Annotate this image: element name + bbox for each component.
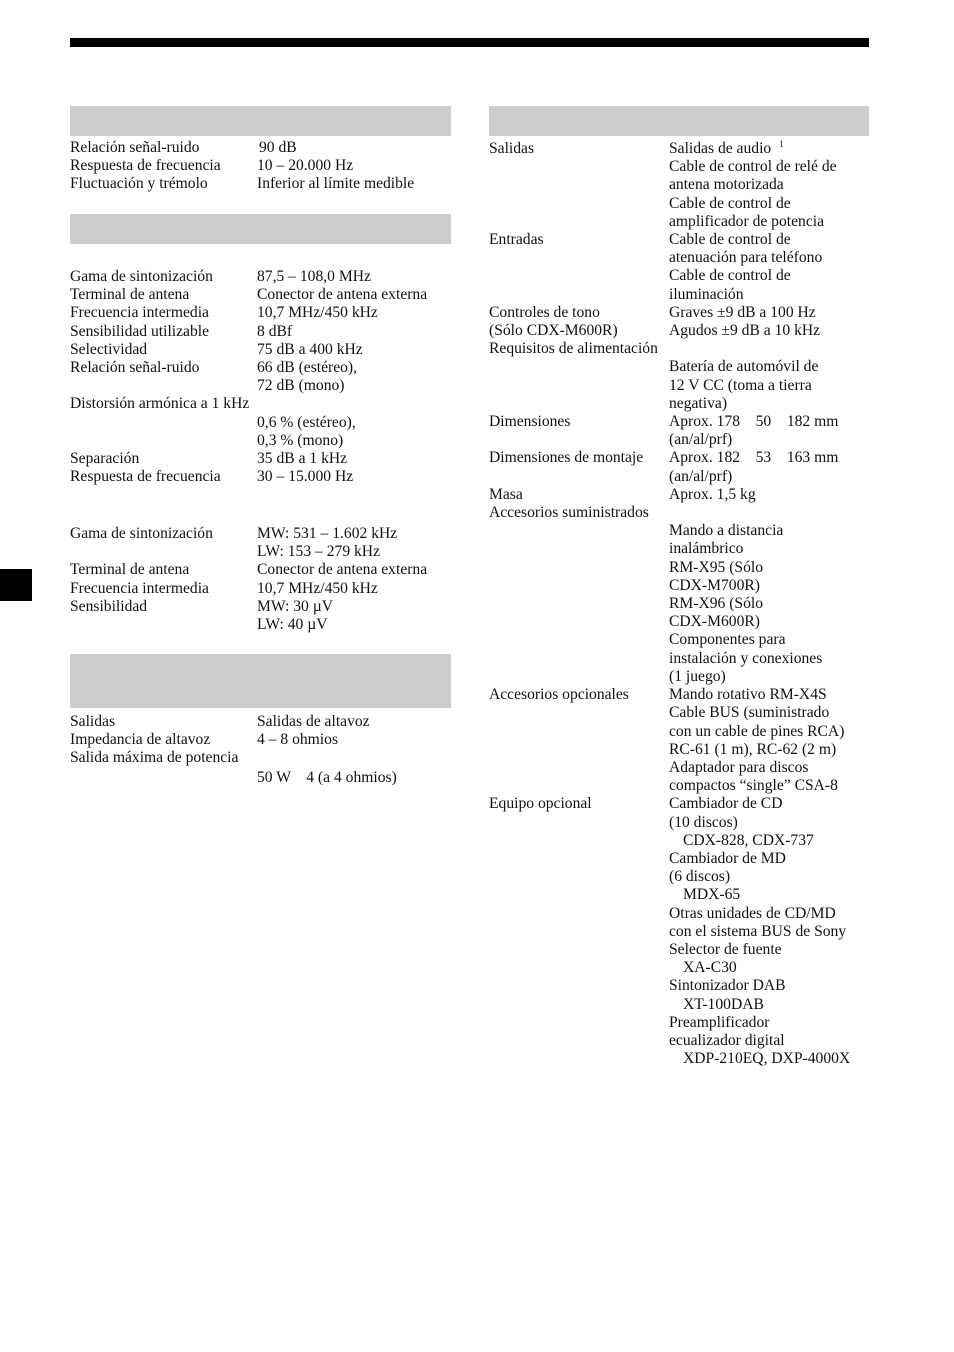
- spec-label: Terminal de antena: [70, 286, 190, 304]
- spec-label-spacer: [489, 358, 669, 413]
- spec-row: [70, 616, 460, 634]
- general-section-header: [489, 106, 869, 136]
- spec-row-alimentacion: [489, 358, 879, 413]
- spec-value-group: [669, 304, 820, 340]
- spec-value-text: Salidas de audio: [669, 140, 772, 157]
- spec-value-line: Sintonizador DAB: [669, 977, 786, 995]
- spec-row: [70, 359, 460, 377]
- spec-row-accesorios-opcionales: [489, 686, 879, 795]
- spec-row: [70, 341, 460, 359]
- spec-value: 0,6 % (estéreo),: [257, 413, 356, 431]
- spec-label: [70, 414, 257, 432]
- tuner-fm-spec-list: [70, 268, 460, 486]
- spec-value-line: Mando rotativo RM-X4S: [669, 686, 827, 704]
- spec-value-line: ecualizador digital: [669, 1031, 785, 1049]
- spec-label: Respuesta de frecuencia: [70, 468, 221, 486]
- spec-value-line: [669, 140, 837, 158]
- spec-label: Respuesta de frecuencia: [70, 157, 221, 175]
- spec-row: [70, 139, 414, 157]
- general-spec-list: [489, 140, 879, 1068]
- spec-label: Impedancia de altavoz: [70, 731, 211, 749]
- spec-label: Accesorios opcionales: [489, 686, 629, 704]
- spec-label: Controles de tono: [489, 303, 600, 321]
- spec-label: Dimensiones de montaje: [489, 449, 644, 467]
- spec-value-line: RM-X95 (Sólo: [669, 558, 764, 576]
- spec-row: [70, 157, 414, 175]
- spec-label: Gama de sintonización: [70, 525, 213, 542]
- spec-value-line: antena motorizada: [669, 176, 784, 194]
- spec-value-line: Cable de control de relé de: [669, 158, 837, 176]
- spec-label-group: [489, 304, 669, 340]
- spec-row: [70, 323, 460, 341]
- spec-label: Equipo opcional: [489, 795, 592, 813]
- spec-value-line: inalámbrico: [669, 540, 744, 558]
- spec-value-line: Aprox. 182 53 163 mm: [669, 449, 839, 467]
- spec-value: 75 dB a 400 kHz: [257, 340, 363, 358]
- spec-value-line: Mando a distancia: [669, 522, 784, 540]
- spec-row-dimensiones-montaje: [489, 449, 879, 485]
- spec-value: Aprox. 1,5 kg: [669, 485, 756, 503]
- spec-value-line: Adaptador para discos: [669, 758, 809, 776]
- spec-value-line: Cambiador de MD: [669, 849, 786, 867]
- spec-label: Distorsión armónica a 1 kHz: [70, 395, 250, 413]
- spec-value-line: Otras unidades de CD/MD: [669, 904, 836, 922]
- spec-value-line: (1 juego): [669, 667, 726, 685]
- spec-value: 8 dBf: [257, 322, 293, 340]
- spec-value-line: iluminación: [669, 285, 744, 303]
- spec-value-line: (6 discos): [669, 868, 731, 886]
- spec-row: [70, 432, 460, 450]
- spec-value-group: [669, 686, 844, 795]
- spec-value-line: RC-61 (1 m), RC-62 (2 m): [669, 740, 837, 758]
- spec-value-group: [669, 231, 822, 304]
- footnote-marker: 1: [779, 139, 784, 149]
- spec-row: [70, 543, 460, 561]
- spec-value: 35 dB a 1 kHz: [257, 450, 348, 468]
- spec-label: Selectividad: [70, 340, 148, 358]
- cd-spec-list: [70, 139, 414, 194]
- spec-value-line: amplificador de potencia: [669, 212, 825, 230]
- spec-value-group: [669, 140, 837, 231]
- spec-value-line: MDX-65: [683, 886, 741, 904]
- spec-row: [70, 580, 460, 598]
- amp-section-header: [70, 654, 451, 708]
- top-rule: [70, 38, 869, 47]
- spec-row-equipo-opcional: [489, 795, 879, 1068]
- spec-value-line: (an/al/prf): [669, 431, 733, 449]
- spec-value-line: 12 V CC (toma a tierra: [669, 376, 812, 394]
- spec-label-spacer: [489, 522, 669, 686]
- spec-value-line: con un cable de pines RCA): [669, 722, 845, 740]
- spec-value: 10,7 MHz/450 kHz: [257, 304, 378, 322]
- spec-value-line: Preamplificador: [669, 1013, 770, 1031]
- spec-label: Fluctuación y trémolo: [70, 175, 208, 193]
- spec-label: Relación señal-ruido: [70, 139, 200, 156]
- spec-label: Relación señal-ruido: [70, 359, 200, 377]
- spec-value: 50 W 4 (a 4 ohmios): [257, 768, 397, 786]
- spec-label: [70, 432, 257, 450]
- spec-value: 90 dB: [259, 139, 297, 156]
- spec-row-entradas: [489, 231, 879, 304]
- spec-value-line: XT-100DAB: [683, 995, 764, 1013]
- spec-value: 87,5 – 108,0 MHz: [257, 268, 371, 285]
- spec-value: 10 – 20.000 Hz: [257, 157, 354, 175]
- tuner-am-spec-list: [70, 525, 460, 634]
- spec-value-line: Graves ±9 dB a 100 Hz: [669, 303, 816, 321]
- spec-label: [70, 543, 257, 561]
- spec-value-line: atenuación para teléfono: [669, 249, 823, 267]
- spec-value-line: CDX-M600R): [669, 613, 760, 631]
- spec-row: [70, 561, 460, 579]
- spec-value: 4 – 8 ohmios: [257, 731, 339, 749]
- spec-value: 72 dB (mono): [257, 377, 345, 395]
- spec-value-line: Agudos ±9 dB a 10 kHz: [669, 322, 821, 340]
- spec-value-line: Cable de control de: [669, 194, 791, 212]
- spec-value-line: RM-X96 (Sólo: [669, 595, 764, 613]
- spec-value-line: negativa): [669, 394, 728, 412]
- spec-label: Sensibilidad utilizable: [70, 322, 210, 340]
- spec-label: Salidas: [489, 140, 535, 157]
- spec-label: Accesorios suministrados: [489, 504, 649, 522]
- spec-label: Sensibilidad: [70, 597, 148, 615]
- spec-row: [70, 525, 460, 543]
- spec-row: [70, 731, 460, 749]
- spec-value-line: Cambiador de CD: [669, 795, 783, 813]
- spec-label: Masa: [489, 485, 523, 503]
- spec-value-line: Cable de control de: [669, 231, 791, 249]
- spec-value: MW: 531 – 1.602 kHz: [257, 525, 398, 542]
- spec-value: LW: 153 – 279 kHz: [257, 543, 380, 561]
- amp-spec-list: [70, 713, 460, 787]
- spec-value-group: [669, 795, 850, 1068]
- cd-section-header: [70, 106, 451, 136]
- spec-label: Entradas: [489, 231, 544, 249]
- spec-value: 10,7 MHz/450 kHz: [257, 579, 378, 597]
- spec-label: Requisitos de alimentación: [489, 340, 658, 358]
- spec-row: [70, 414, 460, 432]
- spec-label: Separación: [70, 450, 140, 468]
- spec-row-accesorios-suministrados: [489, 522, 879, 686]
- spec-label: Gama de sintonización: [70, 268, 213, 285]
- spec-row: [70, 749, 460, 767]
- tuner-section-header: [70, 214, 451, 244]
- spec-value-line: XA-C30: [683, 959, 737, 977]
- spec-value-line: Componentes para: [669, 631, 786, 649]
- spec-value: Conector de antena externa: [257, 286, 428, 304]
- spec-value-line: (10 discos): [669, 813, 738, 831]
- spec-label: Frecuencia intermedia: [70, 579, 209, 597]
- spec-label: [70, 616, 257, 634]
- spec-row: [70, 450, 460, 468]
- spec-value: LW: 40 µV: [257, 616, 328, 634]
- spec-row: [70, 175, 414, 193]
- spec-row: [70, 769, 460, 787]
- spec-row: [70, 304, 460, 322]
- spec-value: 66 dB (estéreo),: [257, 359, 358, 377]
- spec-label: [70, 377, 257, 395]
- spec-label: Salida máxima de potencia: [70, 749, 239, 767]
- spec-row: [70, 598, 460, 616]
- spec-row: [70, 268, 460, 286]
- spec-row-tono: [489, 304, 879, 340]
- spec-value-line: CDX-828, CDX-737: [683, 831, 814, 849]
- spec-value-line: instalación y conexiones: [669, 649, 823, 667]
- spec-row: [70, 713, 460, 731]
- spec-label: [70, 769, 257, 787]
- spec-value: 30 – 15.000 Hz: [257, 468, 354, 486]
- spec-value: Salidas de altavoz: [257, 713, 370, 730]
- spec-row: [70, 377, 460, 395]
- spec-row-salidas: [489, 140, 879, 231]
- spec-row: [70, 395, 460, 413]
- spec-label: Salidas: [70, 713, 116, 730]
- spec-row-masa: [489, 486, 879, 504]
- spec-value-line: Aprox. 178 50 182 mm: [669, 413, 839, 431]
- spec-value-line: Cable de control de: [669, 267, 791, 285]
- spec-value-group: [669, 413, 838, 449]
- spec-value-line: XDP-210EQ, DXP-4000X: [683, 1050, 851, 1068]
- spec-label: Terminal de antena: [70, 561, 190, 579]
- spec-value: Conector de antena externa: [257, 561, 428, 579]
- spec-value-line: Batería de automóvil de: [669, 358, 819, 376]
- spec-value-line: Selector de fuente: [669, 940, 782, 958]
- spec-row-dimensiones: [489, 413, 879, 449]
- spec-row: [70, 468, 460, 486]
- spec-value: MW: 30 µV: [257, 597, 333, 615]
- spec-value: Inferior al límite medible: [257, 175, 415, 193]
- spec-label: (Sólo CDX-M600R): [489, 322, 618, 340]
- spec-value-line: CDX-M700R): [669, 576, 760, 594]
- spec-label: Frecuencia intermedia: [70, 304, 209, 322]
- spec-value-line: con el sistema BUS de Sony: [669, 922, 847, 940]
- spec-value-group: [669, 522, 822, 686]
- spec-label: Dimensiones: [489, 413, 571, 431]
- spec-value-line: Cable BUS (suministrado: [669, 704, 830, 722]
- spec-value-group: [669, 358, 818, 413]
- spec-value-line: (an/al/prf): [669, 467, 733, 485]
- spec-value-line: compactos “single” CSA-8: [669, 777, 838, 795]
- spec-value: 0,3 % (mono): [257, 431, 344, 449]
- side-tab-marker: [0, 569, 32, 601]
- spec-value-group: [669, 449, 838, 485]
- spec-row: [70, 286, 460, 304]
